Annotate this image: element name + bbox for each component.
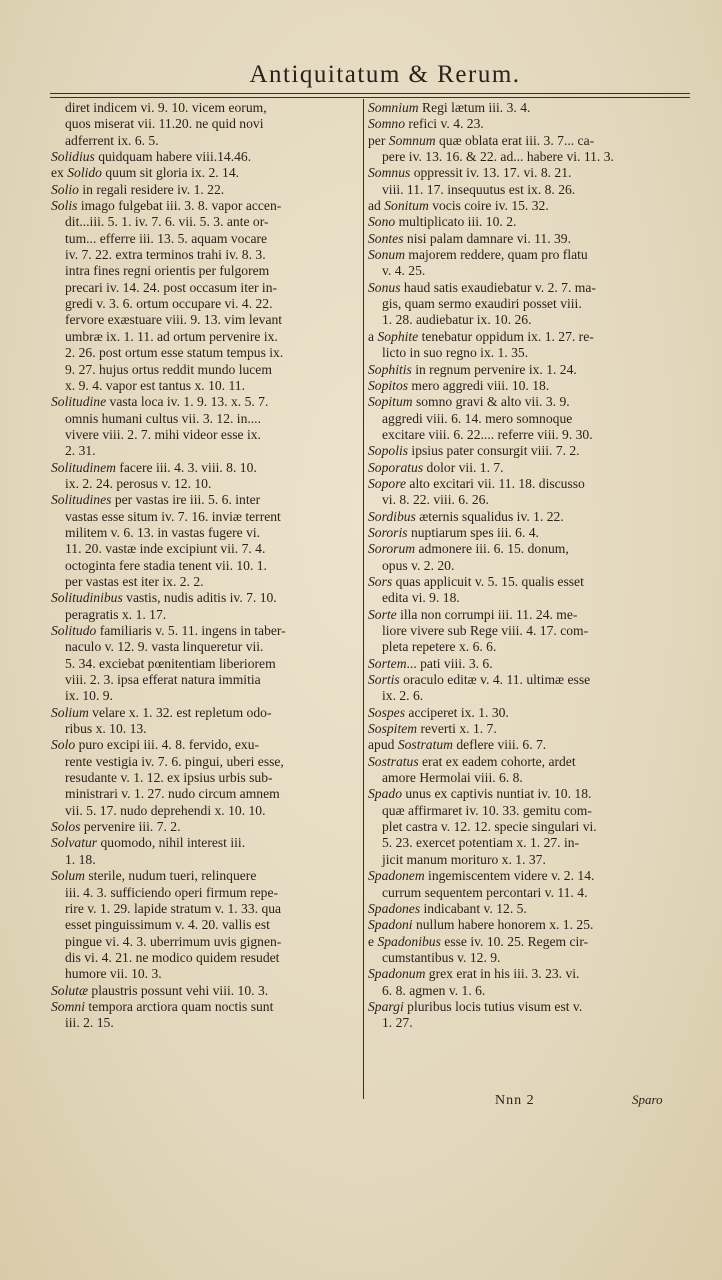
- entry-text: dit...iii. 5. 1. iv. 7. 6. vii. 5. 3. ante or-: [65, 214, 269, 230]
- index-line: [368, 116, 690, 132]
- index-line: [368, 280, 690, 296]
- entry-text: facere iii. 4. 3. viii. 8. 10.: [115, 459, 257, 475]
- entry-text: 5. 34. exciebat pœnitentiam liberiorem: [65, 655, 276, 671]
- index-line: [51, 868, 360, 884]
- index-line: [368, 656, 690, 672]
- headword: Sororum: [368, 541, 416, 557]
- index-line: [368, 672, 690, 688]
- entry-text: puro excipi iii. 4. 8. fervido, exu-: [75, 737, 260, 753]
- entry-text: alto excitari vii. 11. 18. discusso: [406, 475, 585, 491]
- index-line: [368, 312, 690, 328]
- entry-text: plet castra v. 12. 12. specie singulari vi.: [382, 819, 597, 835]
- index-line: [368, 623, 690, 639]
- index-line: [368, 509, 690, 525]
- index-line: [368, 345, 690, 361]
- headword: Sopitos: [368, 377, 409, 393]
- headword: Sonitum: [384, 198, 429, 214]
- headword: Solo: [51, 737, 76, 753]
- headword: Spadones: [368, 900, 421, 916]
- entry-text: adferrent ix. 6. 5.: [65, 132, 159, 148]
- index-line: [51, 329, 360, 345]
- entry-text: admonere iii. 6. 15. donum,: [415, 541, 569, 557]
- headword: Sonum: [368, 247, 406, 263]
- index-line: [51, 623, 360, 639]
- index-line: [368, 999, 690, 1015]
- entry-text: vasta loca iv. 1. 9. 13. x. 5. 7.: [106, 394, 269, 410]
- entry-text: rente vestigia iv. 7. 6. pingui, uberi esse,: [65, 753, 284, 769]
- index-line: [51, 296, 360, 312]
- entry-text: dolor vii. 1. 7.: [423, 459, 504, 475]
- headword: Sopitum: [368, 394, 413, 410]
- index-line: [51, 819, 360, 835]
- index-line: [51, 460, 360, 476]
- entry-text: licto in suo regno ix. 1. 35.: [382, 345, 529, 361]
- entry-text: resudante v. 1. 12. ex ipsius urbis sub-: [65, 770, 273, 786]
- headword: Solitudo: [51, 623, 97, 638]
- entry-text: gis, quam sermo exaudiri posset viii.: [382, 296, 582, 312]
- entry-text: quidquam habere viii.14.46.: [94, 149, 252, 165]
- entry-text: erat ex eadem cohorte, ardet: [418, 753, 576, 769]
- index-line: [51, 280, 360, 296]
- index-line: [368, 231, 690, 247]
- entry-text: vastas esse situm iv. 7. 16. inviæ terrent: [65, 508, 281, 524]
- headword: Solidius: [51, 149, 95, 165]
- index-line: [368, 411, 690, 427]
- headword: Solitudine: [51, 394, 107, 410]
- entry-text: ... pati viii. 3. 6.: [406, 655, 493, 671]
- entry-text: vii. 5. 17. nudo deprehendi x. 10. 10.: [65, 802, 266, 818]
- entry-text: aggredi viii. 6. 14. mero somnoque: [382, 410, 573, 426]
- index-line: [51, 165, 360, 181]
- index-line: [368, 901, 690, 917]
- index-line: [51, 312, 360, 328]
- index-line: [51, 198, 360, 214]
- index-line: [51, 411, 360, 427]
- index-line: [368, 607, 690, 623]
- entry-text: refici v. 4. 23.: [405, 116, 484, 132]
- index-line: [368, 443, 690, 459]
- index-line: [51, 770, 360, 786]
- headword: Solis: [51, 198, 78, 214]
- entry-text: haud satis exaudiebatur v. 2. 7. ma-: [400, 279, 596, 295]
- entry-text: v. 4. 25.: [382, 263, 426, 279]
- headword: Sospes: [368, 704, 406, 720]
- index-line: [51, 885, 360, 901]
- entry-text: ribus x. 10. 13.: [65, 721, 147, 737]
- entry-text: jicit manum morituro x. 1. 37.: [382, 851, 546, 867]
- index-line: [368, 149, 690, 165]
- entry-prefix: e: [368, 933, 378, 949]
- entry-text: ministrari v. 1. 27. nudo circum amnem: [65, 786, 280, 802]
- index-line: [368, 835, 690, 851]
- index-line: [368, 590, 690, 606]
- index-line: [368, 950, 690, 966]
- headword: Sortis: [368, 672, 400, 688]
- index-line: [368, 868, 690, 884]
- entry-text: vi. 8. 22. viii. 6. 26.: [382, 492, 489, 508]
- headword: Sopore: [368, 475, 407, 491]
- headword: Sororis: [368, 524, 408, 540]
- entry-text: viii. 11. 17. insequutus est ix. 8. 26.: [382, 181, 576, 197]
- entry-text: esse iv. 10. 25. Regem cir-: [440, 933, 589, 949]
- entry-text: cumstantibus v. 12. 9.: [382, 949, 501, 965]
- index-line: [51, 999, 360, 1015]
- index-line: [51, 345, 360, 361]
- index-line: [51, 476, 360, 492]
- entry-text: 1. 28. audiebatur ix. 10. 26.: [382, 312, 532, 328]
- entry-text: 1. 18.: [65, 851, 96, 867]
- entry-text: quæ oblata erat iii. 3. 7... ca-: [435, 132, 595, 148]
- index-line: [368, 394, 690, 410]
- index-line: [51, 917, 360, 933]
- entry-text: in regnum pervenire ix. 1. 24.: [411, 361, 577, 377]
- headword: Spadonum: [368, 966, 426, 982]
- index-line: [51, 509, 360, 525]
- entry-text: multiplicato iii. 10. 2.: [395, 214, 517, 230]
- index-line: [368, 263, 690, 279]
- headword: Solitudines: [51, 492, 112, 508]
- index-line: [368, 754, 690, 770]
- headword: Soporatus: [368, 459, 424, 475]
- entry-text: currum sequentem percontari v. 11. 4.: [382, 884, 588, 900]
- entry-text: æternis squalidus iv. 1. 22.: [415, 508, 564, 524]
- index-line: [51, 607, 360, 623]
- entry-text: amore Hermolai viii. 6. 8.: [382, 770, 523, 786]
- headword: Somni: [51, 998, 85, 1014]
- headword: Sospitem: [368, 721, 418, 737]
- headword: Sors: [368, 573, 393, 589]
- index-line: [51, 966, 360, 982]
- index-line: [51, 737, 360, 753]
- index-line: [51, 214, 360, 230]
- index-line: [51, 378, 360, 394]
- entry-text: quum sit gloria ix. 2. 14.: [101, 165, 240, 181]
- index-line: [51, 427, 360, 443]
- entry-text: liore vivere sub Rege viii. 4. 17. com-: [382, 623, 589, 638]
- entry-text: umbræ ix. 1. 11. ad ortum pervenire ix.: [65, 328, 278, 344]
- header-rule: [50, 93, 690, 94]
- index-line: [368, 100, 690, 116]
- entry-text: oraculo editæ v. 4. 11. ultimæ esse: [399, 672, 591, 688]
- entry-text: nullum habere honorem x. 1. 25.: [412, 917, 594, 933]
- entry-text: omnis humani cultus vii. 3. 12. in....: [65, 410, 261, 426]
- entry-text: gredi v. 3. 6. ortum occupare vi. 4. 22.: [65, 296, 273, 312]
- index-line: [51, 1015, 360, 1031]
- index-line: [368, 705, 690, 721]
- entry-text: somno gravi & alto vii. 3. 9.: [412, 394, 570, 410]
- headword: Sonus: [368, 279, 401, 295]
- entry-text: nuptiarum spes iii. 6. 4.: [407, 524, 539, 540]
- entry-text: oppressit iv. 13. 17. vi. 8. 21.: [410, 165, 572, 181]
- entry-text: iv. 7. 22. extra terminos trahi iv. 8. 3.: [65, 247, 266, 263]
- entry-text: ix. 2. 6.: [382, 688, 424, 704]
- index-line: [51, 950, 360, 966]
- headword: Somnus: [368, 165, 411, 181]
- entry-text: unus ex captivis nuntiat iv. 10. 18.: [401, 786, 592, 802]
- index-line: [51, 247, 360, 263]
- headword: Spadonem: [368, 868, 425, 884]
- entry-text: grex erat in his iii. 3. 23. vi.: [425, 966, 580, 982]
- index-line: [51, 754, 360, 770]
- index-line: [51, 362, 360, 378]
- entry-text: pervenire iii. 7. 2.: [80, 819, 181, 835]
- index-line: [51, 656, 360, 672]
- index-line: [368, 737, 690, 753]
- headword: Sontes: [368, 230, 404, 246]
- index-line: [368, 460, 690, 476]
- entry-text: edita vi. 9. 18.: [382, 590, 460, 606]
- entry-text: precari iv. 14. 24. post occasum iter in-: [65, 279, 278, 295]
- headword: Sophitis: [368, 361, 412, 377]
- index-line: [368, 247, 690, 263]
- entry-text: vastis, nudis aditis iv. 7. 10.: [122, 590, 277, 606]
- entry-text: pluribus locis tutius visum est v.: [403, 998, 583, 1014]
- entry-text: deflere viii. 6. 7.: [452, 737, 547, 753]
- signature-mark: Nnn 2: [495, 1093, 535, 1108]
- entry-text: tum... efferre iii. 13. 5. aquam vocare: [65, 230, 268, 246]
- entry-text: acciperet ix. 1. 30.: [405, 704, 509, 720]
- index-line: [51, 116, 360, 132]
- entry-text: octoginta fere stadia tenent vii. 10. 1.: [65, 557, 267, 573]
- entry-text: opus v. 2. 20.: [382, 557, 455, 573]
- index-line: [368, 476, 690, 492]
- headword: Solium: [51, 704, 89, 720]
- index-line: [368, 721, 690, 737]
- entry-prefix: ex: [51, 165, 68, 181]
- index-line: [368, 182, 690, 198]
- index-column-right: [368, 100, 690, 1032]
- headword: Sortem: [368, 655, 407, 671]
- headword: Sostratus: [368, 753, 419, 769]
- entry-text: illa non corrumpi iii. 11. 24. me-: [396, 606, 578, 622]
- entry-prefix: a: [368, 328, 378, 344]
- index-line: [51, 541, 360, 557]
- entry-text: in regali residere iv. 1. 22.: [78, 181, 225, 197]
- header-rule-thin: [50, 97, 690, 98]
- headword: Spargi: [368, 998, 404, 1014]
- index-line: [368, 296, 690, 312]
- entry-text: intra fines regni orientis per fulgorem: [65, 263, 270, 279]
- entry-text: indicabant v. 12. 5.: [420, 900, 527, 916]
- entry-text: quos miserat vii. 11.20. ne quid novi: [65, 116, 264, 132]
- entry-text: mero aggredi viii. 10. 18.: [408, 377, 550, 393]
- index-line: [368, 852, 690, 868]
- entry-text: x. 9. 4. vapor est tantus x. 10. 11.: [65, 377, 245, 393]
- headword: Spadoni: [368, 917, 413, 933]
- index-line: [368, 525, 690, 541]
- index-line: [51, 574, 360, 590]
- headword: Solido: [67, 165, 102, 181]
- index-line: [368, 983, 690, 999]
- entry-prefix: per: [368, 132, 389, 148]
- entry-text: nisi palam damnare vi. 11. 39.: [403, 230, 571, 246]
- entry-text: pleta repetere x. 6. 6.: [382, 639, 497, 655]
- entry-text: 9. 27. hujus ortus reddit mundo lucem: [65, 361, 272, 377]
- index-line: [51, 721, 360, 737]
- headword: Sorte: [368, 606, 397, 622]
- headword: Sophite: [377, 328, 419, 344]
- entry-text: ix. 2. 24. perosus v. 12. 10.: [65, 475, 212, 491]
- index-line: [51, 590, 360, 606]
- entry-text: ingemiscentem videre v. 2. 14.: [424, 868, 595, 884]
- entry-text: tempora arctiora quam noctis sunt: [84, 998, 274, 1014]
- entry-prefix: apud: [368, 737, 398, 753]
- index-line: [368, 427, 690, 443]
- index-line: [51, 558, 360, 574]
- entry-text: vocis coire iv. 15. 32.: [428, 198, 549, 214]
- entry-text: vivere viii. 2. 7. mihi videor esse ix.: [65, 426, 261, 442]
- entry-text: 5. 23. exercet potentiam x. 1. 27. in-: [382, 835, 580, 851]
- headword: Spado: [368, 786, 402, 802]
- index-line: [51, 394, 360, 410]
- index-line: [51, 786, 360, 802]
- index-line: [368, 362, 690, 378]
- index-line: [51, 852, 360, 868]
- entry-text: 6. 8. agmen v. 1. 6.: [382, 982, 486, 998]
- index-line: [368, 639, 690, 655]
- entry-text: familiaris v. 5. 11. ingens in taber-: [96, 623, 286, 638]
- entry-text: rire v. 1. 29. lapide stratum v. 1. 33. qua: [65, 900, 282, 916]
- index-line: [368, 492, 690, 508]
- headword: Sono: [368, 214, 396, 230]
- index-line: [368, 541, 690, 557]
- entry-text: velare x. 1. 32. est repletum odo-: [88, 704, 272, 720]
- headword: Somnum: [388, 132, 436, 148]
- index-line: [368, 198, 690, 214]
- index-line: [51, 835, 360, 851]
- entry-text: sterile, nudum tueri, relinquere: [84, 868, 257, 884]
- entry-text: pingue vi. 4. 3. uberrimum uvis gignen-: [65, 933, 282, 949]
- index-line: [51, 492, 360, 508]
- index-line: [368, 786, 690, 802]
- entry-text: 2. 31.: [65, 443, 96, 459]
- index-line: [368, 934, 690, 950]
- entry-prefix: ad: [368, 198, 385, 214]
- running-title: Antiquitatum & Rerum.: [249, 61, 521, 88]
- index-line: [368, 558, 690, 574]
- index-line: [51, 133, 360, 149]
- headword: Solitudinem: [51, 459, 116, 475]
- index-line: [51, 639, 360, 655]
- entry-text: plaustris possunt vehi viii. 10. 3.: [88, 982, 269, 998]
- index-line: [51, 525, 360, 541]
- index-line: [368, 885, 690, 901]
- entry-text: 1. 27.: [382, 1015, 413, 1031]
- entry-text: Regi lætum iii. 3. 4.: [418, 100, 531, 115]
- entry-text: per vastas ire iii. 5. 6. inter: [111, 492, 261, 508]
- entry-text: militem v. 6. 13. in vastas fugere vi.: [65, 524, 261, 540]
- entry-text: imago fulgebat iii. 3. 8. vapor accen-: [77, 198, 282, 214]
- entry-text: reverti x. 1. 7.: [417, 721, 497, 737]
- headword: Solio: [51, 181, 79, 197]
- index-line: [51, 231, 360, 247]
- headword: Sopolis: [368, 443, 409, 459]
- index-line: [368, 214, 690, 230]
- entry-text: majorem reddere, quam pro flatu: [405, 247, 588, 263]
- entry-text: quas applicuit v. 5. 15. qualis esset: [392, 573, 584, 589]
- index-line: [51, 100, 360, 116]
- entry-text: 11. 20. vastæ inde excipiunt vii. 7. 4.: [65, 541, 266, 557]
- index-line: [51, 182, 360, 198]
- headword: Somno: [368, 116, 406, 132]
- index-line: [51, 705, 360, 721]
- index-line: [51, 901, 360, 917]
- index-line: [368, 329, 690, 345]
- index-line: [368, 133, 690, 149]
- headword: Sordibus: [368, 508, 416, 524]
- catchword: Sparo: [632, 1092, 663, 1107]
- entry-text: dis vi. 4. 21. ne modico quidem resudet: [65, 949, 280, 965]
- headword: Solitudinibus: [51, 590, 123, 606]
- entry-text: iii. 4. 3. sufficiendo operi firmum repe-: [65, 884, 279, 900]
- headword: Solos: [51, 819, 81, 835]
- index-line: [368, 770, 690, 786]
- entry-text: naculo v. 12. 9. vasta linqueretur vii.: [65, 639, 264, 655]
- index-line: [51, 983, 360, 999]
- index-line: [368, 378, 690, 394]
- entry-text: ipsius pater consurgit viii. 7. 2.: [408, 443, 580, 459]
- entry-text: diret indicem vi. 9. 10. vicem eorum,: [65, 100, 267, 115]
- index-line: [368, 1015, 690, 1031]
- entry-text: viii. 2. 3. ipsa efferat natura immitia: [65, 672, 261, 688]
- headword: Solum: [51, 868, 85, 884]
- index-line: [51, 934, 360, 950]
- column-divider: [363, 99, 364, 1099]
- index-line: [368, 688, 690, 704]
- index-line: [368, 917, 690, 933]
- entry-text: pere iv. 13. 16. & 22. ad... habere vi. 11. 3.: [382, 149, 614, 165]
- index-line: [368, 803, 690, 819]
- entry-text: quomodo, nihil interest iii.: [97, 835, 246, 851]
- entry-text: tenebatur oppidum ix. 1. 27. re-: [418, 328, 594, 344]
- index-line: [51, 688, 360, 704]
- index-line: [368, 966, 690, 982]
- entry-text: peragratis x. 1. 17.: [65, 606, 167, 622]
- entry-text: ix. 10. 9.: [65, 688, 113, 704]
- headword: Sostratum: [397, 737, 453, 753]
- entry-text: 2. 26. post ortum esse statum tempus ix.: [65, 345, 284, 361]
- index-line: [51, 803, 360, 819]
- entry-text: per vastas est iter ix. 2. 2.: [65, 573, 204, 589]
- headword: Spadonibus: [377, 933, 441, 949]
- index-line: [368, 819, 690, 835]
- headword: Solvatur: [51, 835, 98, 851]
- index-line: [368, 574, 690, 590]
- index-line: [51, 672, 360, 688]
- index-line: [368, 165, 690, 181]
- headword: Solutæ: [51, 982, 89, 998]
- entry-text: esset pinguissimum v. 4. 20. vallis est: [65, 917, 270, 933]
- entry-text: excitare viii. 6. 22.... referre viii. 9. 30.: [382, 426, 593, 442]
- headword: Somnium: [368, 100, 419, 115]
- entry-text: humore vii. 10. 3.: [65, 966, 162, 982]
- index-column-left: [51, 100, 360, 1032]
- entry-text: quæ affirmaret iv. 10. 33. gemitu com-: [382, 802, 592, 818]
- index-line: [51, 149, 360, 165]
- index-line: [51, 443, 360, 459]
- index-line: [51, 263, 360, 279]
- entry-text: iii. 2. 15.: [65, 1015, 114, 1031]
- entry-text: fervore exæstuare viii. 9. 13. vim levant: [65, 312, 283, 328]
